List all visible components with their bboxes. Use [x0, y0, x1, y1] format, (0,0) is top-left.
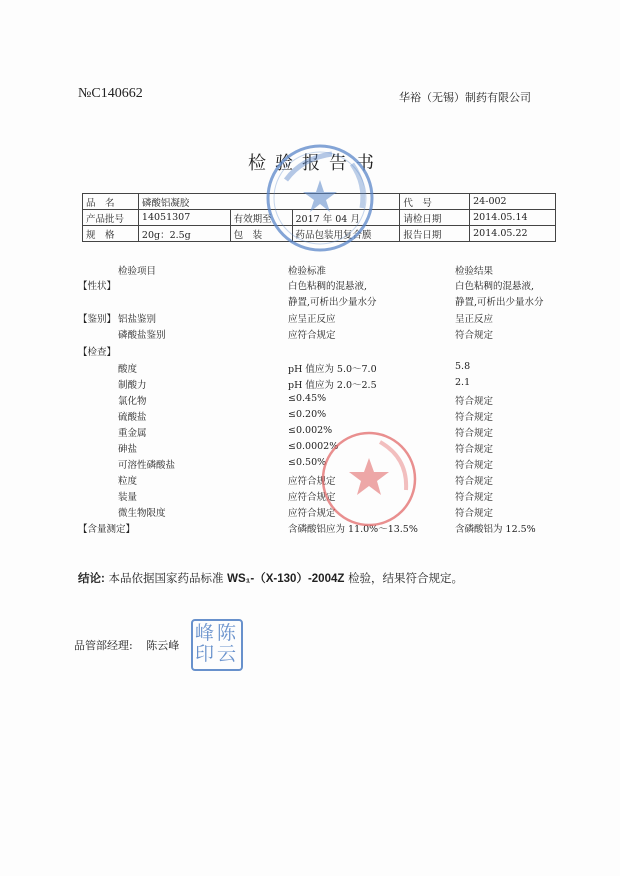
standard-value: ≤0.0002%: [288, 441, 339, 452]
table-row: [0, 425, 620, 440]
item-name: 铝盐鉴别: [118, 314, 157, 325]
standard-value: ≤0.20%: [288, 409, 327, 420]
standard-value: 应符合规定: [288, 330, 336, 341]
result-value: 呈正反应: [455, 314, 494, 325]
standard-value: pH 值应为 5.0～7.0: [288, 364, 377, 375]
standard-value: ≤0.45%: [288, 393, 327, 404]
result-value: 符合规定: [455, 428, 494, 439]
section-label: 【含量测定】: [78, 524, 136, 535]
standard-value: 应符合规定: [288, 508, 336, 519]
item-name: 制酸力: [118, 380, 147, 391]
standard-value: pH 值应为 2.0～2.5: [288, 380, 377, 391]
standard-value: 应呈正反应: [288, 314, 336, 325]
label-spec: 规 格: [83, 226, 139, 242]
result-value: 符合规定: [455, 444, 494, 455]
table-row: [0, 505, 620, 520]
result-value: 符合规定: [455, 460, 494, 471]
conclusion: [78, 570, 463, 586]
value-request-date: 2014.05.14: [470, 210, 556, 226]
conclusion-text-after: 检验，结果符合规定。: [348, 571, 464, 585]
table-row: [0, 489, 620, 504]
table-row: [0, 393, 620, 408]
item-name: 磷酸盐鉴别: [118, 330, 166, 341]
manager-name: 陈云峰: [146, 639, 180, 652]
manager-signature: [74, 637, 179, 653]
table-row: [0, 344, 620, 359]
item-name: 微生物限度: [118, 508, 166, 519]
item-name: 装量: [118, 492, 138, 503]
section-label: 【性状】: [78, 281, 117, 292]
result-value: 符合规定: [455, 396, 494, 407]
table-row: [0, 473, 620, 488]
label-expiry: 有效期至: [230, 210, 292, 226]
result-value: 符合规定: [455, 412, 494, 423]
section-label: 【鉴别】: [78, 314, 117, 325]
result-value: 静置,可析出少量水分: [455, 297, 544, 308]
seal-char: 云: [217, 643, 237, 665]
standard-value: 静置,可析出少量水分: [288, 297, 377, 308]
result-value: 符合规定: [455, 476, 494, 487]
standard-value: 白色粘稠的混悬液,: [288, 281, 368, 292]
label-batch: 产品批号: [83, 210, 139, 226]
value-spec: 20g：2.5g: [138, 226, 230, 242]
inspection-stamp-icon: [318, 428, 420, 530]
header-standard: 检验标准: [288, 266, 327, 277]
manager-label: 品管部经理:: [74, 639, 133, 652]
item-name: 硫酸盐: [118, 412, 147, 423]
table-row: [0, 278, 620, 293]
label-code: 代 号: [400, 194, 470, 210]
result-value: 2.1: [455, 377, 471, 388]
page-title: 检验报告书: [248, 153, 383, 174]
value-expiry: 2017 年 04 月: [292, 210, 400, 226]
item-name: 可溶性磷酸盐: [118, 460, 176, 471]
document-number: №C140662: [78, 86, 143, 101]
table-row: [0, 521, 620, 536]
name-seal: [191, 619, 243, 671]
standard-value: 含磷酸铝应为 11.0%～13.5%: [288, 524, 418, 535]
table-row: [0, 311, 620, 326]
item-name: 砷盐: [118, 444, 138, 455]
seal-char: 陈: [217, 622, 237, 644]
table-row: [0, 377, 620, 392]
seal-char: 峰: [195, 622, 215, 644]
seal-char: 印: [195, 643, 215, 665]
value-report-date: 2014.05.22: [470, 226, 556, 242]
table-row: [0, 441, 620, 456]
table-row: [0, 457, 620, 472]
standard-code: WS₁-（X-130）-2004Z: [227, 573, 345, 585]
result-value: 白色粘稠的混悬液,: [455, 281, 535, 292]
result-value: 符合规定: [455, 330, 494, 341]
results-header: [0, 263, 620, 278]
result-value: 5.8: [455, 361, 471, 372]
result-value: 含磷酸铝为 12.5%: [455, 524, 536, 535]
label-product-name: 品 名: [83, 194, 139, 210]
standard-value: ≤0.002%: [288, 425, 333, 436]
result-value: 符合规定: [455, 508, 494, 519]
standard-value: ≤0.50%: [288, 457, 327, 468]
table-row: [0, 294, 620, 309]
conclusion-text-before: 本品依据国家药品标准: [108, 571, 224, 585]
value-code: 24-002: [470, 194, 556, 210]
header-result: 检验结果: [455, 266, 494, 277]
conclusion-label: 结论:: [78, 573, 105, 585]
result-value: 符合规定: [455, 492, 494, 503]
item-name: 粒度: [118, 476, 138, 487]
value-product-name: 磷酸铝凝胶: [138, 194, 399, 210]
label-report-date: 报告日期: [400, 226, 470, 242]
table-row: [0, 361, 620, 376]
label-packaging: 包 装: [230, 226, 292, 242]
table-row: [0, 327, 620, 342]
label-request-date: 请检日期: [400, 210, 470, 226]
standard-value: 应符合规定: [288, 492, 336, 503]
section-label: 【检查】: [78, 347, 117, 358]
value-packaging: 药品包装用复合膜: [292, 226, 400, 242]
item-name: 酸度: [118, 364, 138, 375]
table-row: [0, 409, 620, 424]
item-name: 氯化物: [118, 396, 147, 407]
standard-value: 应符合规定: [288, 476, 336, 487]
value-batch: 14051307: [138, 210, 230, 226]
item-name: 重金属: [118, 428, 147, 439]
company-name: 华裕（无锡）制药有限公司: [399, 91, 531, 104]
company-stamp-icon: [262, 140, 378, 256]
header-item: 检验项目: [118, 266, 157, 277]
